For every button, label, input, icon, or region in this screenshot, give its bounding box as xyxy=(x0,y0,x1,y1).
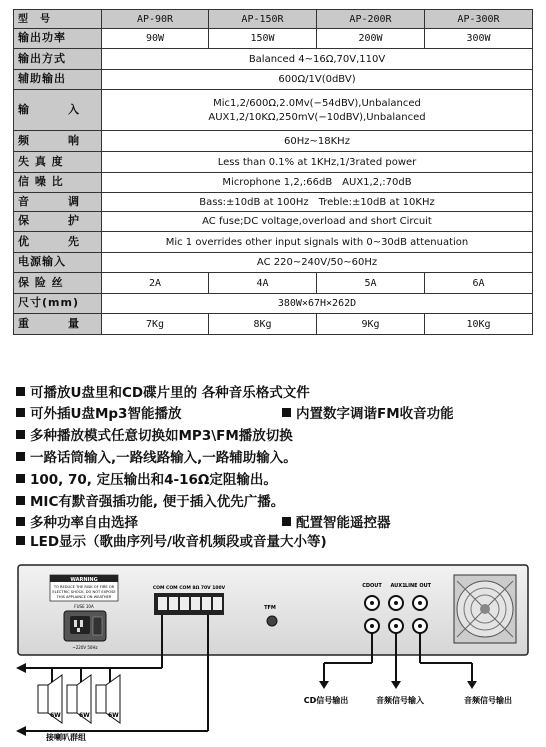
bullet-square-icon xyxy=(16,452,25,461)
spec-label-output-mode: 输出方式 xyxy=(14,49,102,70)
model-ap150r: AP-150R xyxy=(209,10,317,29)
spec-value: Mic 1 overrides other input signals with 0~30dB attenuation xyxy=(102,232,533,253)
spec-label-snr: 信 噪 比 xyxy=(14,173,102,193)
cooling-fan-icon xyxy=(454,575,516,643)
spec-value: 6A xyxy=(425,273,533,294)
warning-line: THIS APPLIANCE ON WEATHER xyxy=(56,595,112,599)
bullet-square-icon xyxy=(16,517,25,526)
spec-row xyxy=(14,90,533,131)
spec-label-distortion: 失 真 度 xyxy=(14,152,102,173)
spec-value: Balanced 4~16Ω,70V,110V xyxy=(102,49,533,70)
spec-value: Microphone 1,2,:66dB AUX1,2,:70dB xyxy=(102,173,533,193)
spec-row xyxy=(14,314,533,335)
line-out-label: LINE OUT xyxy=(404,583,432,589)
feature-item xyxy=(282,402,454,422)
spec-value: 90W xyxy=(102,29,209,49)
bullet-square-icon xyxy=(16,474,25,483)
feature-item xyxy=(16,468,277,488)
aux-in-label: AUX1 xyxy=(390,583,406,589)
spec-row xyxy=(14,173,533,193)
audio-in-label: 音频信号输入 xyxy=(376,696,424,705)
bullet-square-icon xyxy=(282,517,291,526)
spec-value: 8Kg xyxy=(209,314,317,335)
speaker-rating: 6W xyxy=(79,712,90,719)
arrow-down-icon xyxy=(319,681,329,689)
spec-value: Bass:±10dB at 100Hz Treble:±10dB at 10KHz xyxy=(102,193,533,212)
spec-label-priority: 优 先 xyxy=(14,232,102,253)
spec-value: 600Ω/1V(0dBV) xyxy=(102,70,533,90)
spec-row xyxy=(14,29,533,49)
speaker-rating: 6W xyxy=(50,712,61,719)
spec-row xyxy=(14,294,533,314)
feature-text: 多种播放模式任意切换如MP3\FM播放切换 xyxy=(30,428,293,444)
spec-value: 200W xyxy=(317,29,425,49)
spec-label-dimensions: 尺寸(mm) xyxy=(14,294,102,314)
model-ap90r: AP-90R xyxy=(102,10,209,29)
speaker-icon xyxy=(38,675,62,723)
cd-signal-out-label: CD信号输出 xyxy=(303,696,349,705)
model-ap300r: AP-300R xyxy=(425,10,533,29)
speaker-icon xyxy=(67,675,91,723)
spec-label-fuse: 保 险 丝 xyxy=(14,273,102,294)
feature-item xyxy=(16,530,327,550)
spec-label-model: 型 号 xyxy=(14,10,102,29)
spec-value: 300W xyxy=(425,29,533,49)
spec-value: 7Kg xyxy=(102,314,209,335)
spec-value: Less than 0.1% at 1KHz,1/3rated power xyxy=(102,152,533,173)
speaker-terminal-block xyxy=(154,593,224,615)
model-ap200r: AP-200R xyxy=(317,10,425,29)
bullet-square-icon xyxy=(16,408,25,417)
feature-item xyxy=(16,424,293,444)
spec-input-line-aux: AUX1,2/10KΩ,250mV(−10dBV),Unbalanced xyxy=(208,111,426,123)
spec-value xyxy=(102,90,533,131)
spec-label-freq-response: 频 响 xyxy=(14,131,102,152)
spec-value: AC fuse;DC voltage,overload and short Circuit xyxy=(102,212,533,232)
spec-value: 60Hz~18KHz xyxy=(102,131,533,152)
power-label: ~220V 50Hz xyxy=(72,645,98,650)
feature-text: 配置智能遥控器 xyxy=(296,515,391,531)
spec-value: 4A xyxy=(209,273,317,294)
power-socket-icon xyxy=(64,611,106,641)
spec-label-protection: 保 护 xyxy=(14,212,102,232)
spec-row xyxy=(14,212,533,232)
warning-line: ELECTRIC SHOCK, DO NOT EXPOSE xyxy=(52,590,116,594)
spec-label-input: 输 入 xyxy=(14,90,102,131)
warning-label xyxy=(50,575,118,601)
spec-value: 150W xyxy=(209,29,317,49)
bullet-square-icon xyxy=(16,387,25,396)
spec-label-output-power: 输出功率 xyxy=(14,29,102,49)
feature-item xyxy=(16,446,297,466)
spec-row xyxy=(14,131,533,152)
bullet-square-icon xyxy=(282,408,291,417)
spec-value: 9Kg xyxy=(317,314,425,335)
bullet-square-icon xyxy=(16,430,25,439)
spec-label-power-input: 电源输入 xyxy=(14,253,102,273)
feature-text: 可外插U盘Mp3智能播放 xyxy=(30,406,182,422)
arrow-down-icon xyxy=(467,681,477,689)
feature-item xyxy=(16,490,284,510)
spec-label-weight: 重 量 xyxy=(14,314,102,335)
warning-line: TO REDUCE THE RISK OF FIRE OR xyxy=(53,585,115,589)
feature-text: 100, 70, 定压输出和4-16Ω定阻输出。 xyxy=(30,472,277,488)
spec-table xyxy=(13,9,533,335)
spec-header-row xyxy=(14,10,533,29)
warning-title: WARNING xyxy=(70,577,98,583)
bullet-square-icon xyxy=(16,536,25,545)
spec-row xyxy=(14,152,533,173)
spec-input-line-mic: Mic1,2/600Ω,2.0Mv(−54dBV),Unbalanced xyxy=(213,97,421,109)
spec-label-tone: 音 调 xyxy=(14,193,102,212)
spec-row xyxy=(14,70,533,90)
spec-row xyxy=(14,253,533,273)
spec-row xyxy=(14,49,533,70)
spec-value: 380W×67H×262D xyxy=(102,294,533,314)
arrow-left-icon xyxy=(16,663,26,673)
feature-text: LED显示（歌曲序列号/收音机频段或音量大小等) xyxy=(30,534,327,550)
feature-item xyxy=(16,381,310,401)
feature-item xyxy=(16,402,181,422)
feature-text: 多种功率自由选择 xyxy=(30,515,138,531)
arrow-down-icon xyxy=(391,681,401,689)
feature-text: MIC有默音强插功能, 便于插入优先广播。 xyxy=(30,494,285,510)
feature-item xyxy=(16,511,138,531)
fm-antenna-jack-icon xyxy=(267,616,277,626)
spec-value: 10Kg xyxy=(425,314,533,335)
feature-item xyxy=(282,511,391,531)
speaker-icon xyxy=(96,675,120,723)
bullet-square-icon xyxy=(16,496,25,505)
feature-text: 一路话筒输入,一路线路输入,一路辅助输入。 xyxy=(30,450,297,466)
arrow-left-icon xyxy=(16,726,26,736)
feature-text: 内置数字调谐FM收音功能 xyxy=(296,406,454,422)
tfm-label: TFM xyxy=(264,605,276,611)
spec-label-aux-output: 辅助输出 xyxy=(14,70,102,90)
speaker-group-label: 接喇叭群组 xyxy=(46,733,86,742)
audio-out-label: 音频信号输出 xyxy=(464,696,512,705)
rear-panel-diagram xyxy=(14,563,534,743)
spec-value: AC 220~240V/50~60Hz xyxy=(102,253,533,273)
spec-row xyxy=(14,232,533,253)
cd-out-label: CDOUT xyxy=(362,583,382,589)
terminal-labels: COM COM COM 8Ω 70V 100V xyxy=(152,586,226,591)
speaker-rating: 6W xyxy=(108,712,119,719)
spec-value: 5A xyxy=(317,273,425,294)
spec-value: 2A xyxy=(102,273,209,294)
feature-text: 可播放U盘里和CD碟片里的 各种音乐格式文件 xyxy=(30,385,310,401)
spec-row xyxy=(14,273,533,294)
spec-row xyxy=(14,193,533,212)
fuse-label: FUSE 10A xyxy=(74,604,94,609)
